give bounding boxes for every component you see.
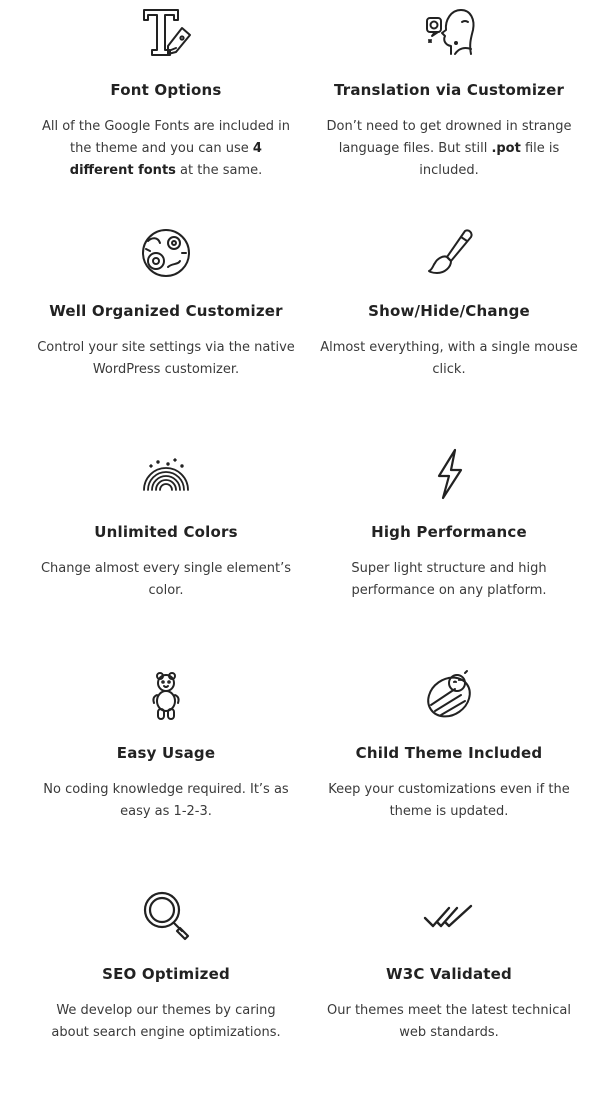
paintbrush-icon (421, 223, 477, 283)
font-pen-icon (138, 2, 194, 62)
feature-description: Don’t need to get drowned in strange language files. But still .pot file is included. (326, 119, 572, 178)
feature-title: Translation via Customizer (333, 81, 565, 99)
feature-title: Font Options (110, 81, 222, 99)
double-check-icon (421, 886, 477, 946)
feature-seo-optimized (36, 884, 296, 1044)
magnifier-icon (138, 886, 194, 946)
feature-w3c-validated (319, 884, 579, 1044)
feature-easy-usage (36, 663, 296, 823)
feature-well-organized-customizer (36, 221, 296, 381)
teddy-bear-icon (138, 665, 194, 725)
swaddled-baby-icon (421, 665, 477, 725)
feature-description: Almost everything, with a single mouse click. (320, 340, 578, 377)
feature-description: All of the Google Fonts are included in the theme and you can use 4 different fonts at the same. (41, 119, 291, 178)
feature-unlimited-colors (36, 442, 296, 602)
lightning-icon (421, 444, 477, 504)
gears-globe-icon (138, 223, 194, 283)
feature-title: Easy Usage (116, 744, 216, 762)
feature-title: Well Organized Customizer (49, 302, 283, 320)
feature-description: Our themes meet the latest technical web standards. (327, 1003, 571, 1040)
feature-title: SEO Optimized (102, 965, 230, 983)
feature-child-theme (319, 663, 579, 823)
feature-description: Keep your customizations even if the theme is updated. (328, 782, 570, 819)
feature-description: Super light structure and high performance on any platform. (351, 561, 547, 598)
translation-head-icon (421, 2, 477, 62)
feature-description: No coding knowledge required. It’s as easy as 1-2-3. (43, 782, 289, 819)
feature-high-performance (319, 442, 579, 602)
feature-title: W3C Validated (386, 965, 512, 983)
rainbow-icon (138, 444, 194, 504)
feature-title: Show/Hide/Change (368, 302, 530, 320)
feature-title: High Performance (371, 523, 527, 541)
feature-description: Control your site settings via the native WordPress customizer. (37, 340, 295, 377)
feature-title: Unlimited Colors (94, 523, 238, 541)
feature-show-hide-change (319, 221, 579, 381)
feature-description: Change almost every single element’s color. (40, 561, 292, 598)
feature-font-options (36, 0, 296, 182)
feature-description: We develop our themes by caring about search engine optimizations. (51, 1003, 281, 1040)
feature-translation (319, 0, 579, 182)
feature-title: Child Theme Included (355, 744, 543, 762)
